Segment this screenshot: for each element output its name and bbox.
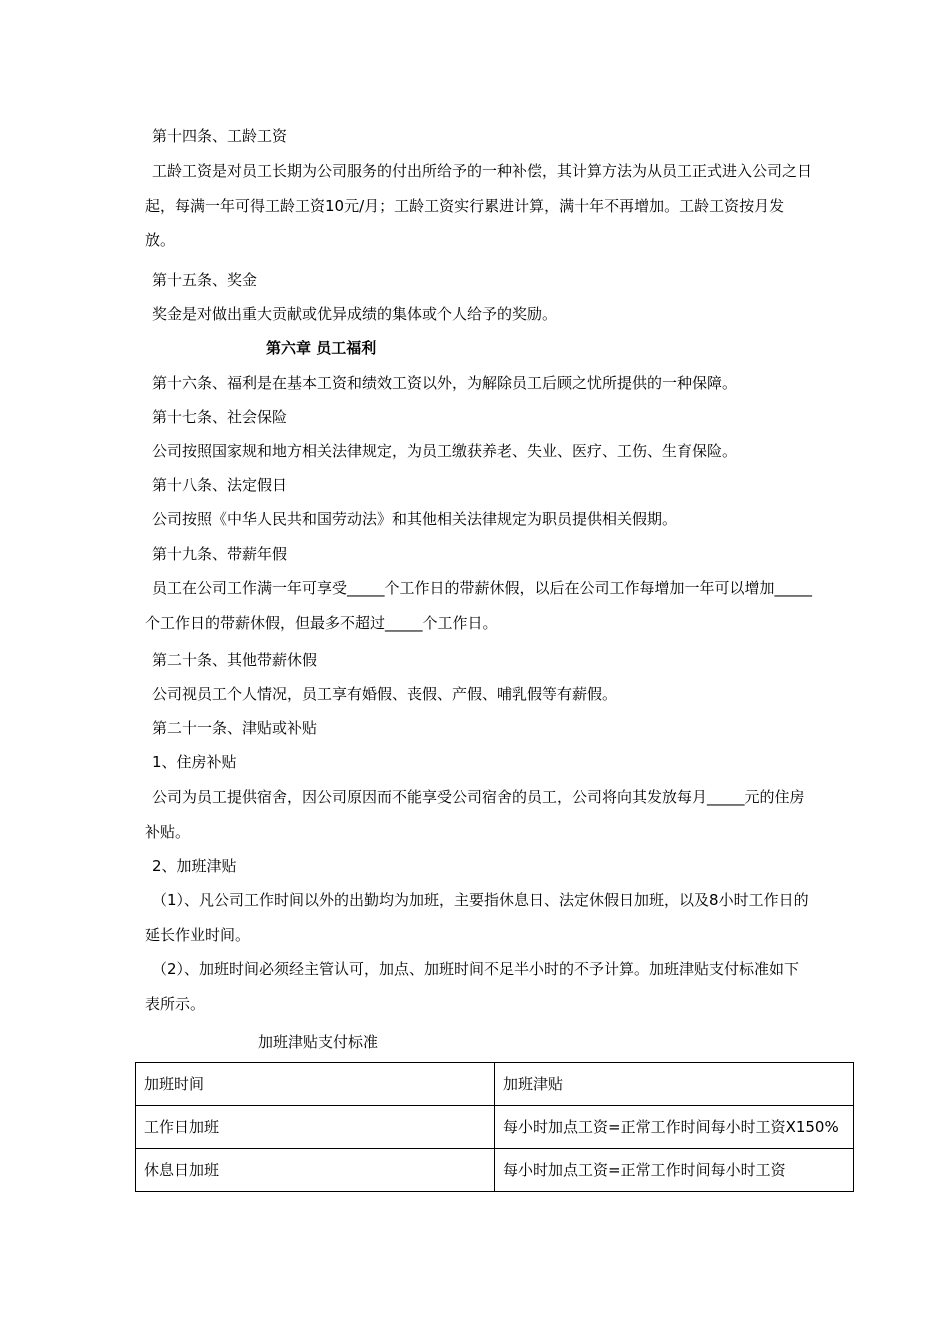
table-caption: 加班津贴支付标准: [258, 1033, 379, 1051]
article-18-title: 第十八条、法定假日: [152, 476, 288, 494]
housing-subsidy-body: 公司为员工提供宿舍，因公司原因而不能享受公司宿舍的员工，公司将向其发放每月_____元的住房补贴。: [145, 788, 805, 841]
table-cell: 每小时加点工资=正常工作时间每小时工资: [495, 1149, 854, 1192]
article-18-body: 公司按照《中华人民共和国劳动法》和其他相关法律规定为职员提供相关假期。: [152, 510, 678, 528]
table-row: [136, 1149, 854, 1192]
chapter-heading: 第六章 员工福利: [266, 339, 377, 357]
article-16: 第十六条、福利是在基本工资和绩效工资以外，为解除员工后顾之忧所提供的一种保障。: [152, 374, 738, 392]
table-cell: 工作日加班: [136, 1106, 495, 1149]
table-header-cell: 加班津贴: [495, 1063, 854, 1106]
article-20-title: 第二十条、其他带薪休假: [152, 651, 318, 669]
article-17-body: 公司按照国家规和地方相关法律规定，为员工缴获养老、失业、医疗、工伤、生育保险。: [152, 442, 738, 460]
table-cell: 休息日加班: [136, 1149, 495, 1192]
overtime-paragraph-1: （1）、凡公司工作时间以外的出勤均为加班，主要指休息日、法定休假日加班，以及8小时工作日的延长作业时间。: [145, 891, 809, 944]
overtime-paragraph-2: （2）、加班时间必须经主管认可，加点、加班时间不足半小时的不予计算。加班津贴支付标准如下表所示。: [145, 960, 800, 1013]
article-17-title: 第十七条、社会保险: [152, 408, 288, 426]
housing-subsidy-title: 1、住房补贴: [152, 753, 237, 771]
table-header-cell: 加班时间: [136, 1063, 495, 1106]
article-15-body: 奖金是对做出重大贡献或优异成绩的集体或个人给予的奖励。: [152, 305, 558, 323]
table-header-row: [136, 1063, 854, 1106]
article-20-body: 公司视员工个人情况，员工享有婚假、丧假、产假、哺乳假等有薪假。: [152, 685, 618, 703]
overtime-title: 2、加班津贴: [152, 857, 237, 875]
overtime-pay-table: [135, 1062, 854, 1192]
article-14-title: 第十四条、工龄工资: [152, 127, 288, 145]
article-14-body: 工龄工资是对员工长期为公司服务的付出所给予的一种补偿，其计算方法为从员工正式进入公司之日起，每满一年可得工龄工资10元/月；工龄工资实行累进计算，满十年不再增加。工龄工资按月发放。: [145, 162, 813, 249]
article-15-title: 第十五条、奖金: [152, 271, 258, 289]
article-19-body: 员工在公司工作满一年可享受_____个工作日的带薪休假，以后在公司工作每增加一年可以增加_____个工作日的带薪休假，但最多不超过_____个工作日。: [145, 579, 813, 632]
table-cell: 每小时加点工资=正常工作时间每小时工资X150%: [495, 1106, 854, 1149]
article-19-title: 第十九条、带薪年假: [152, 545, 288, 563]
article-21-title: 第二十一条、津贴或补贴: [152, 719, 318, 737]
table-row: [136, 1106, 854, 1149]
